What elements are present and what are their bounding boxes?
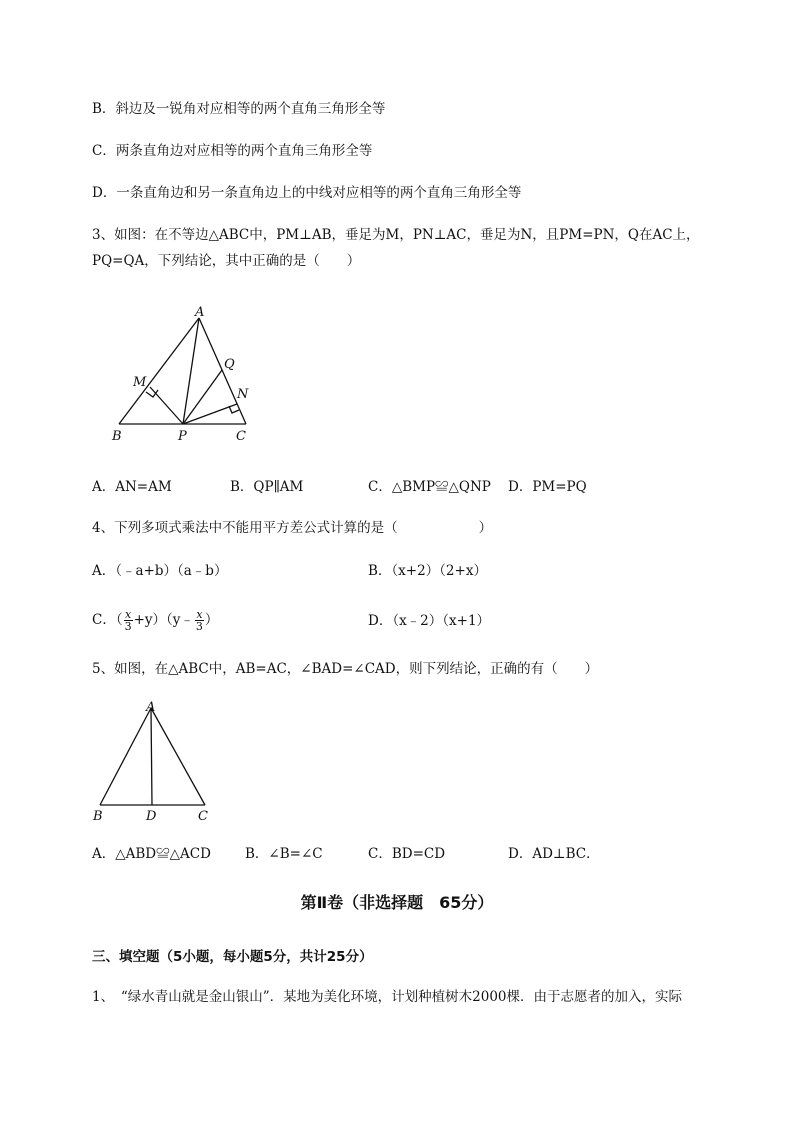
label-m: M bbox=[133, 375, 147, 390]
section3-title: 三、填空题（5小题，每小题5分，共计25分） bbox=[92, 949, 373, 965]
q4-option-a: A．（﹣a+b）（a﹣b） bbox=[92, 563, 228, 579]
q3-option-d: D．PM=PQ bbox=[508, 479, 587, 495]
q5-option-a: A．△ABD≌△ACD bbox=[92, 846, 211, 862]
q4-stem: 4、下列多项式乘法中不能用平方差公式计算的是（ ） bbox=[92, 520, 493, 536]
q3-stem-line2: PQ=QA，下列结论，其中正确的是（ ） bbox=[92, 253, 361, 269]
q3-triangle-figure bbox=[105, 300, 265, 450]
fraction-denominator: 3 bbox=[195, 620, 203, 633]
label-a: A bbox=[146, 700, 156, 715]
fraction-numerator: x bbox=[124, 608, 132, 621]
option-d-prev: D．一条直角边和另一条直角边上的中线对应相等的两个直角三角形全等 bbox=[92, 185, 522, 201]
label-c: C bbox=[236, 429, 246, 444]
q4-option-c-suffix: ） bbox=[204, 612, 219, 628]
q4-option-c-prefix: C．（ bbox=[92, 612, 123, 628]
option-c-prev: C．两条直角边对应相等的两个直角三角形全等 bbox=[92, 143, 373, 159]
option-b-prev: B．斜边及一锐角对应相等的两个直角三角形全等 bbox=[92, 101, 386, 117]
q5-option-c: C．BD=CD bbox=[368, 846, 446, 862]
fill-question-1: 1、 “绿水青山就是金山银山”．某地为美化环境，计划种植树木2000棵．由于志愿者的加入，实际 bbox=[92, 989, 682, 1005]
label-a: A bbox=[195, 305, 205, 320]
q3-option-b: B．QP∥AM bbox=[230, 479, 304, 495]
label-c: C bbox=[198, 809, 208, 824]
q5-triangle-figure bbox=[88, 692, 218, 827]
q4-option-b: B．（x+2）（2+x） bbox=[368, 563, 487, 579]
fraction-denominator: 3 bbox=[124, 620, 132, 633]
label-b: B bbox=[93, 809, 103, 824]
q4-option-c bbox=[92, 605, 218, 635]
fraction bbox=[195, 609, 204, 632]
q3-option-a: A．AN=AM bbox=[92, 479, 172, 495]
label-q: Q bbox=[224, 357, 235, 372]
label-n: N bbox=[237, 387, 249, 402]
q5-option-d: D．AD⊥BC． bbox=[508, 846, 600, 862]
q3-option-c: C．△BMP≌△QNP bbox=[368, 479, 491, 495]
q4-option-d: D．（x﹣2）（x+1） bbox=[368, 613, 491, 629]
label-d: D bbox=[146, 809, 157, 824]
fraction bbox=[124, 609, 133, 632]
q4-option-c-mid: +y）（y﹣ bbox=[133, 612, 194, 628]
part2-title: 第Ⅱ卷（非选择题 65分） bbox=[300, 893, 494, 912]
q3-stem-line1: 3、如图：在不等边△ABC中，PM⊥AB，垂足为M，PN⊥AC，垂足为N，且PM=PN，Q在AC上， bbox=[92, 227, 700, 243]
q5-option-b: B．∠B=∠C bbox=[245, 846, 323, 862]
label-p: P bbox=[178, 429, 187, 444]
label-b: B bbox=[112, 429, 122, 444]
q5-stem: 5、如图，在△ABC中，AB=AC，∠BAD=∠CAD，则下列结论，正确的有（ ） bbox=[92, 661, 599, 677]
fraction-numerator: x bbox=[196, 608, 203, 621]
